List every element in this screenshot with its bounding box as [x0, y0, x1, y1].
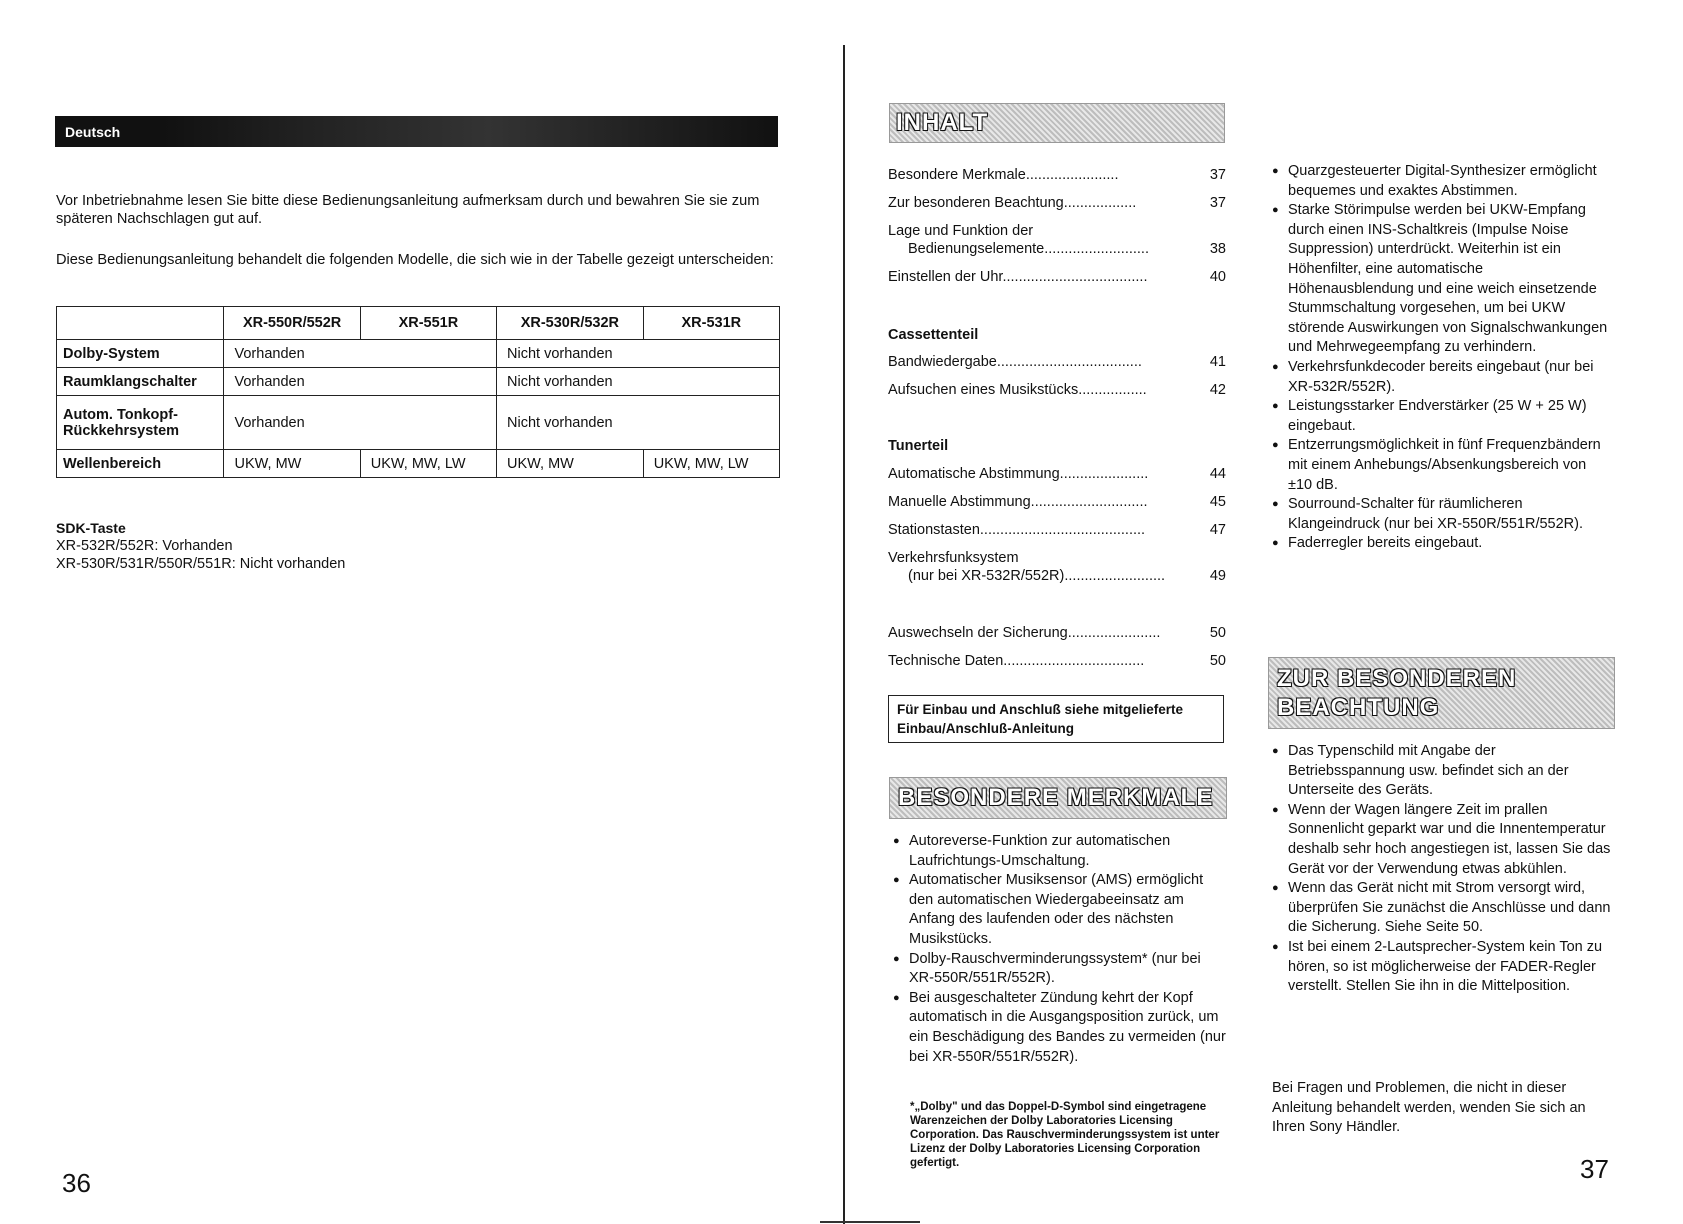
table-header-cell: XR-530R/532R [497, 307, 644, 340]
merkmale-banner [889, 777, 1227, 819]
sdk-line-1: XR-532R/552R: Vorhanden [56, 538, 233, 554]
toc-heading-tuner: Tunerteil [888, 438, 949, 454]
list-item: ● Wenn das Gerät nicht mit Strom versorgt wird, überprüfen Sie zunächst die Anschlüsse und dann die Sicherung. Siehe Seite 50. [1272, 879, 1612, 938]
toc-page: 37 [1209, 167, 1226, 183]
toc-item: Lage und Funktion der Bedienungselemente.......................... 38 [888, 223, 1226, 257]
toc-label-cont: Bedienungselemente [908, 241, 1045, 257]
toc-page: 49 [1209, 568, 1226, 584]
table-header-row [57, 307, 780, 340]
toc-label: Aufsuchen eines Musikstücks [888, 382, 1079, 398]
toc-page: 40 [1209, 269, 1226, 285]
features-list-continued [1272, 162, 1612, 554]
toc-label: Zur besonderen Beachtung [888, 195, 1064, 211]
list-item: ● Faderregler bereits eingebaut. [1272, 534, 1612, 554]
list-item: ● Wenn der Wagen längere Zeit im prallen Sonnenlicht geparkt war und die Innentemperatur deshalb sehr hoch angestiegen ist, lassen Sie das Gerät vor der Verwendung etwas abkühlen. [1272, 801, 1612, 879]
toc-item: Technische Daten................................... 50 [888, 653, 1226, 669]
toc-item: Auswechseln der Sicherung....................... 50 [888, 625, 1226, 641]
toc-page: 45 [1209, 494, 1226, 510]
table-cell: Nicht vorhanden [497, 340, 780, 368]
list-item: ● Dolby-Rauschverminderungssystem* (nur bei XR-550R/551R/552R). [893, 950, 1229, 989]
list-item: ● Bei ausgeschalteter Zündung kehrt der Kopf automatisch in die Ausgangsposition zurück, um ein Beschädigung des Bandes zu vermeiden (nur bei XR-550R/551R/552R). [893, 989, 1229, 1067]
intro-paragraph-2: Diese Bedienungsanleitung behandelt die folgenden Modelle, die sich wie in der Tabelle gezeigt unterscheiden: [56, 252, 774, 268]
list-item: ● Entzerrungsmöglichkeit in fünf Frequenzbändern mit einem Anhebungs/Absenkungsbereich von ±10 dB. [1272, 436, 1612, 495]
toc-item: Verkehrsfunksystem (nur bei XR-532R/552R)......................... 49 [888, 550, 1226, 584]
list-item: ● Autoreverse-Funktion zur automatischen Laufrichtungs-Umschaltung. [893, 832, 1229, 871]
language-bar [55, 116, 778, 147]
toc-page: 50 [1209, 625, 1226, 641]
toc-item: Besondere Merkmale....................... 37 [888, 167, 1226, 183]
table-header-cell: XR-550R/552R [224, 307, 360, 340]
list-item: ● Automatischer Musiksensor (AMS) ermöglicht den automatischen Wiedergabeeinsatz am Anfang des laufenden oder des nächsten Musikstücks. [893, 871, 1229, 949]
table-row [57, 450, 780, 478]
list-item: ● Verkehrsfunkdecoder bereits eingebaut (nur bei XR-532R/552R). [1272, 358, 1612, 397]
table-cell: Vorhanden [224, 368, 497, 396]
table-cell: Nicht vorhanden [497, 396, 780, 450]
table-row [57, 368, 780, 396]
table-cell: Nicht vorhanden [497, 368, 780, 396]
toc-label: Stationstasten [888, 522, 980, 538]
toc-page: 37 [1209, 195, 1226, 211]
beachtung-banner [1268, 657, 1615, 729]
page-spine [843, 45, 845, 1224]
list-item: ● Sourround-Schalter für räumlicheren Klangeindruck (nur bei XR-550R/551R/552R). [1272, 495, 1612, 534]
merkmale-list [893, 832, 1229, 1067]
toc-label: Verkehrsfunksystem [888, 550, 1019, 566]
toc-item: Stationstasten......................................... 47 [888, 522, 1226, 538]
inhalt-title: INHALT [896, 109, 989, 136]
table-row [57, 340, 780, 368]
toc-label-cont: (nur bei XR-532R/552R) [908, 568, 1065, 584]
intro-paragraph-1: Vor Inbetriebnahme lesen Sie bitte diese Bedienungsanleitung aufmerksam durch und bewahren Sie sie zum späteren Nachschlagen gut auf. [56, 193, 760, 227]
language-label: Deutsch [65, 124, 121, 140]
toc-page: 50 [1209, 653, 1226, 669]
table-cell: UKW, MW, LW [360, 450, 496, 478]
beachtung-title-line2: BEACHTUNG [1277, 694, 1440, 721]
row-label: Raumklangschalter [57, 368, 224, 396]
binding-mark [820, 1221, 920, 1223]
toc-label: Bandwiedergabe [888, 354, 997, 370]
merkmale-title: BESONDERE MERKMALE [898, 784, 1214, 811]
table-row [57, 396, 780, 450]
toc-heading-cassette: Cassettenteil [888, 327, 979, 343]
toc-item: Aufsuchen eines Musikstücks................. 42 [888, 382, 1226, 398]
toc-label: Auswechseln der Sicherung [888, 625, 1068, 641]
list-item: ● Leistungsstarker Endverstärker (25 W + 25 W) eingebaut. [1272, 397, 1612, 436]
toc-page: 38 [1209, 241, 1226, 257]
row-label: Dolby-System [57, 340, 224, 368]
dolby-footnote: *„Dolby" und das Doppel-D-Symbol sind eingetragene Warenzeichen der Dolby Laboratories Licensing Corporation. Das Rauschverminderungssystem ist unter Lizenz der Dolby Laboratories Licensing Corporation gefertigt. [910, 1101, 1220, 1169]
sdk-line-2: XR-530R/531R/550R/551R: Nicht vorhanden [56, 556, 346, 572]
sdk-title: SDK-Taste [56, 520, 126, 536]
page-number-left: 36 [62, 1168, 91, 1198]
toc-label: Technische Daten [888, 653, 1004, 669]
list-item: ● Quarzgesteuerter Digital-Synthesizer ermöglicht bequemes und exaktes Abstimmen. [1272, 162, 1612, 201]
table-cell: UKW, MW [224, 450, 360, 478]
list-item: ● Das Typenschild mit Angabe der Betriebsspannung usw. befindet sich an der Unterseite des Geräts. [1272, 742, 1612, 801]
toc-page: 44 [1209, 466, 1226, 482]
list-item: ● Starke Störimpulse werden bei UKW-Empfang durch einen INS-Schaltkreis (Impulse Noise Suppression) unterdrückt. Weiterhin ist ein Höhenfilter, eine automatische Höhenausblendung und eine weich einsetzende Stummschaltung vorgesehen, um bei UKW störende Auswirkungen von Signalschwankungen und Mehrwegeempfang zu verhindern. [1272, 201, 1612, 358]
toc-page: 41 [1209, 354, 1226, 370]
inhalt-banner [889, 103, 1225, 143]
toc-label: Besondere Merkmale [888, 167, 1026, 183]
table-corner-cell [57, 307, 224, 340]
row-label: Wellenbereich [57, 450, 224, 478]
page-number-right: 37 [1580, 1154, 1609, 1184]
toc-label: Lage und Funktion der [888, 223, 1034, 239]
beachtung-list [1272, 742, 1612, 997]
toc-page: 47 [1209, 522, 1226, 538]
toc-label: Manuelle Abstimmung [888, 494, 1031, 510]
toc-item: Einstellen der Uhr.................................... 40 [888, 269, 1226, 285]
toc-label: Einstellen der Uhr [888, 269, 1003, 285]
closing-paragraph: Bei Fragen und Problemen, die nicht in dieser Anleitung behandelt werden, wenden Sie sich an Ihren Sony Händler. [1272, 1080, 1586, 1136]
list-item: ● Ist bei einem 2-Lautsprecher-System kein Ton zu hören, so ist möglicherweise der FADER-Regler verstellt. Stellen Sie ihn in die Mittelposition. [1272, 938, 1612, 997]
model-comparison-table [56, 306, 780, 478]
toc-item: Bandwiedergabe.................................... 41 [888, 354, 1226, 370]
table-cell: Vorhanden [224, 340, 497, 368]
beachtung-title-line1: ZUR BESONDEREN [1277, 665, 1517, 692]
table-header-cell: XR-551R [360, 307, 496, 340]
table-cell: Vorhanden [224, 396, 497, 450]
toc-item: Automatische Abstimmung...................... 44 [888, 466, 1226, 482]
toc-page: 42 [1209, 382, 1226, 398]
toc-item: Manuelle Abstimmung............................. 45 [888, 494, 1226, 510]
installation-note-box: Für Einbau und Anschluß siehe mitgelieferte Einbau/Anschluß-Anleitung [888, 695, 1224, 743]
table-cell: UKW, MW, LW [643, 450, 779, 478]
table-cell: UKW, MW [497, 450, 644, 478]
table-header-cell: XR-531R [643, 307, 779, 340]
row-label: Autom. Tonkopf-Rückkehrsystem [57, 396, 224, 450]
toc-label: Automatische Abstimmung [888, 466, 1060, 482]
toc-item: Zur besonderen Beachtung.................. 37 [888, 195, 1226, 211]
